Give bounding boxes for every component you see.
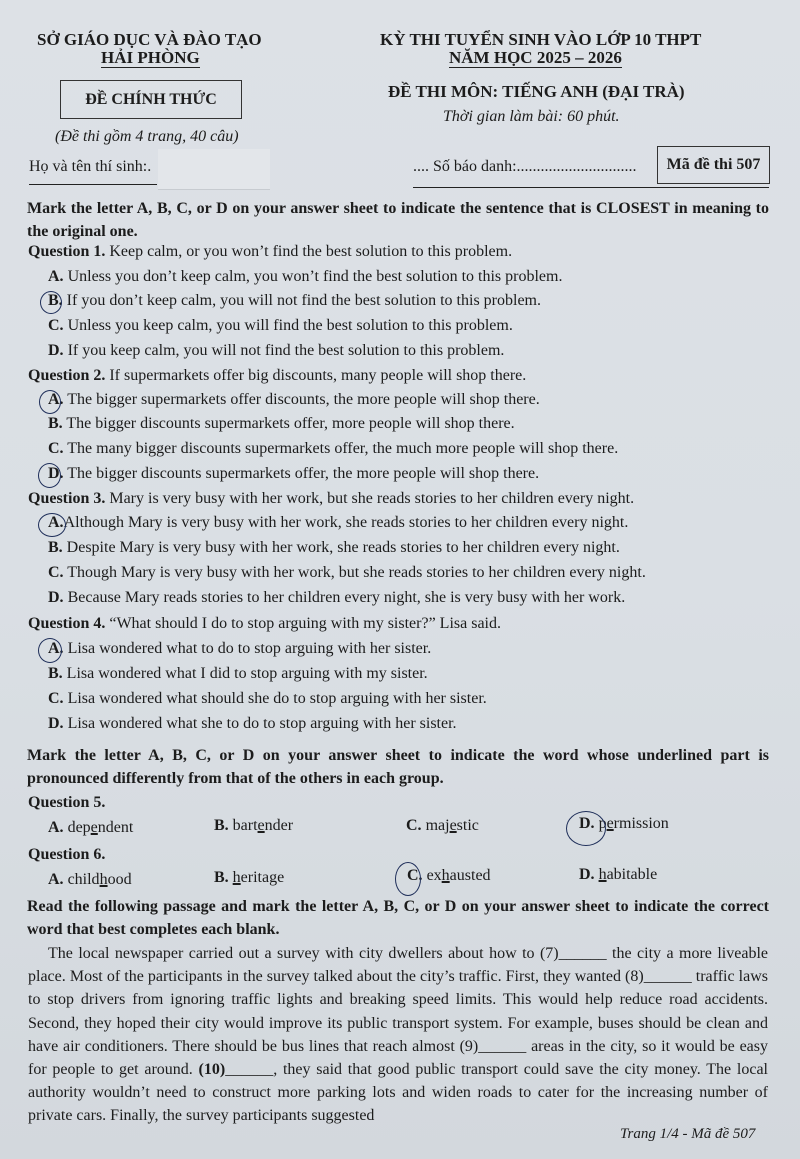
question-4	[28, 615, 501, 633]
option-1a[interactable]	[48, 268, 562, 286]
option-letter: C.	[48, 440, 64, 457]
word-part: eritage	[240, 869, 285, 886]
option-6c[interactable]	[407, 867, 491, 885]
option-text: Because Mary reads stories to her children every night, she is very busy with her work.	[63, 589, 626, 606]
option-text: Lisa wondered what should she do to stop arguing with her sister.	[63, 690, 487, 707]
section2-instruction: Mark the letter A, B, C, or D on your answer sheet to indicate the word whose underlined part is pronounced differently from that of the others in each group.	[27, 747, 769, 787]
question-1	[28, 243, 512, 261]
pages-note: (Đề thi gồm 4 trang, 40 câu)	[55, 128, 239, 145]
option-letter: A.	[48, 268, 64, 285]
page-footer: Trang 1/4 - Mã đề 507	[620, 1126, 756, 1142]
option-5c[interactable]	[406, 817, 479, 835]
option-4c[interactable]	[48, 690, 487, 708]
question-stem: Mary is very busy with her work, but she reads stories to her children every night.	[105, 490, 635, 507]
word-part: ndent	[97, 819, 134, 836]
word-part: maj	[421, 817, 450, 834]
school-year: NĂM HỌC 2025 – 2026	[449, 48, 622, 67]
option-3c[interactable]	[48, 564, 646, 582]
option-5a[interactable]	[48, 819, 133, 837]
word-part: rmission	[613, 815, 669, 832]
option-2d[interactable]	[48, 465, 539, 483]
option-letter: C.	[407, 867, 423, 884]
option-letter: D.	[48, 465, 64, 482]
option-letter: A.	[48, 514, 64, 531]
underlined-part: e	[257, 817, 265, 834]
option-letter: B.	[48, 665, 63, 682]
underlined-part: h	[441, 867, 450, 884]
option-letter: D.	[579, 866, 595, 883]
option-letter: B.	[48, 539, 63, 556]
option-3d[interactable]	[48, 589, 625, 607]
option-3a[interactable]	[48, 514, 628, 532]
option-2a[interactable]	[48, 391, 540, 409]
option-text: Lisa wondered what she to do to stop arguing with her sister.	[63, 715, 457, 732]
exam-subject: ĐỀ THI MÔN: TIẾNG ANH (ĐẠI TRÀ)	[388, 82, 685, 101]
option-4b[interactable]	[48, 665, 428, 683]
candidate-name-label: Họ và tên thí sinh:.	[29, 158, 152, 175]
option-text: The many bigger discounts supermarkets offer, the much more people will shop there.	[63, 440, 619, 457]
word-part: nder	[264, 817, 294, 834]
option-6b[interactable]	[214, 869, 284, 887]
option-letter: A.	[48, 640, 64, 657]
option-text: The bigger discounts supermarkets offer, the more people will shop there.	[63, 465, 540, 482]
option-letter: D.	[579, 815, 595, 832]
option-text: If you keep calm, you will not find the best solution to this problem.	[63, 342, 505, 359]
question-6	[28, 846, 105, 864]
question-label: Question 5.	[28, 794, 106, 811]
question-label: Question 3.	[28, 490, 106, 507]
option-2b[interactable]	[48, 415, 515, 433]
option-letter: A.	[48, 819, 64, 836]
option-5d[interactable]	[579, 815, 669, 833]
underlined-part: e	[90, 819, 98, 836]
question-label: Question 1.	[28, 243, 106, 260]
option-text: The bigger discounts supermarkets offer, more people will shop there.	[62, 415, 515, 432]
word-part: bart	[228, 817, 258, 834]
option-2c[interactable]	[48, 440, 618, 458]
option-letter: B.	[48, 415, 63, 432]
question-stem: “What should I do to stop arguing with my sister?” Lisa said.	[105, 615, 501, 632]
option-text: Lisa wondered what I did to stop arguing with my sister.	[62, 665, 428, 682]
option-text: If you don’t keep calm, you will not find the best solution to this problem.	[62, 292, 541, 309]
word-part: austed	[449, 867, 491, 884]
section3-instruction: Read the following passage and mark the letter A, B, C, or D on your answer sheet to indicate the correct word that best completes each blank.	[27, 898, 769, 938]
option-letter: A.	[48, 871, 64, 888]
option-text: Though Mary is very busy with her work, but she reads stories to her children every night.	[63, 564, 646, 581]
option-letter: D.	[48, 589, 64, 606]
option-letter: D.	[48, 342, 64, 359]
blank-10-label: (10)	[198, 1061, 226, 1079]
department-name: SỞ GIÁO DỤC VÀ ĐÀO TẠO	[37, 30, 262, 49]
candidate-name-field[interactable]	[158, 149, 270, 190]
word-part: ood	[107, 871, 132, 888]
candidate-name-rule	[29, 184, 157, 185]
question-2	[28, 367, 526, 385]
exam-title: KỲ THI TUYỂN SINH VÀO LỚP 10 THPT	[380, 30, 702, 49]
underlined-part: h	[598, 866, 607, 883]
option-letter: A.	[48, 391, 64, 408]
option-letter: C.	[48, 690, 64, 707]
option-6d[interactable]	[579, 866, 657, 884]
underlined-part: e	[449, 817, 457, 834]
option-text: The bigger supermarkets offer discounts, the more people will shop there.	[63, 391, 540, 408]
underlined-part: h	[232, 869, 241, 886]
option-4a[interactable]	[48, 640, 431, 658]
option-6a[interactable]	[48, 871, 132, 889]
underlined-part: h	[99, 871, 108, 888]
option-3b[interactable]	[48, 539, 620, 557]
candidate-id-rule	[413, 187, 769, 188]
option-text: Lisa wondered what to do to stop arguing with her sister.	[63, 640, 432, 657]
underlined-part: e	[606, 815, 614, 832]
official-exam-box	[60, 80, 242, 119]
option-5b[interactable]	[214, 817, 293, 835]
passage-part: ______, they said that good public transport could save the city money. The local authority wouldn’t need to construct more parking lots and widen roads to cater for the increasing number of private cars. Finally, the survey participants suggested	[28, 1061, 768, 1125]
candidate-id-label: .... Số báo danh:..............................	[413, 158, 637, 175]
question-label: Question 2.	[28, 367, 106, 384]
question-stem: Keep calm, or you won’t find the best solution to this problem.	[105, 243, 513, 260]
question-stem: If supermarkets offer big discounts, many people will shop there.	[105, 367, 527, 384]
option-1c[interactable]	[48, 317, 513, 335]
option-text: Unless you keep calm, you will find the best solution to this problem.	[63, 317, 513, 334]
option-text: Although Mary is very busy with her work, she reads stories to her children every night.	[63, 514, 629, 531]
city-name: HẢI PHÒNG	[101, 48, 200, 67]
question-label: Question 4.	[28, 615, 106, 632]
word-part: dep	[63, 819, 91, 836]
word-part: child	[63, 871, 100, 888]
option-letter: C.	[48, 564, 64, 581]
word-part: p	[594, 815, 607, 832]
word-part: abitable	[606, 866, 658, 883]
option-1d[interactable]	[48, 342, 504, 360]
option-text: Despite Mary is very busy with her work, she reads stories to her children every night.	[62, 539, 620, 556]
question-5	[28, 794, 105, 812]
option-1b[interactable]	[48, 292, 541, 310]
option-letter: C.	[48, 317, 64, 334]
section1-instruction: Mark the letter A, B, C, or D on your answer sheet to indicate the sentence that is CLOSEST in meaning to the original one.	[27, 200, 769, 240]
passage-part: The local newspaper carried out a survey with city dwellers about how to (7)______ the city a more liveable place. Most of the participants in the survey talked about the city’s traffic. First, they wanted (8)______ traffic laws to stop drivers from ignoring traffic lights and breaking speed limits. This would help reduce road accidents. Second, they hoped their city would improve its public transport system. For example, buses should be clean and have air conditioners. There should be bus lines that reach almost (9)______ areas in the city, so it would be easy for people to get around.	[28, 945, 768, 1079]
exam-duration: Thời gian làm bài: 60 phút.	[443, 108, 620, 125]
official-label: ĐỀ CHÍNH THỨC	[85, 91, 217, 108]
option-letter: B.	[214, 817, 229, 834]
exam-code-box	[657, 146, 770, 184]
option-letter: D.	[48, 715, 64, 732]
option-letter: C.	[406, 817, 422, 834]
word-part: ex	[422, 867, 442, 884]
reading-passage	[28, 942, 768, 1128]
option-letter: B.	[48, 292, 63, 309]
question-label: Question 6.	[28, 846, 106, 863]
question-3	[28, 490, 634, 508]
option-letter: B.	[214, 869, 229, 886]
option-4d[interactable]	[48, 715, 457, 733]
option-text: Unless you don’t keep calm, you won’t find the best solution to this problem.	[63, 268, 563, 285]
word-part: stic	[456, 817, 479, 834]
exam-code: Mã đề thi 507	[666, 156, 761, 173]
